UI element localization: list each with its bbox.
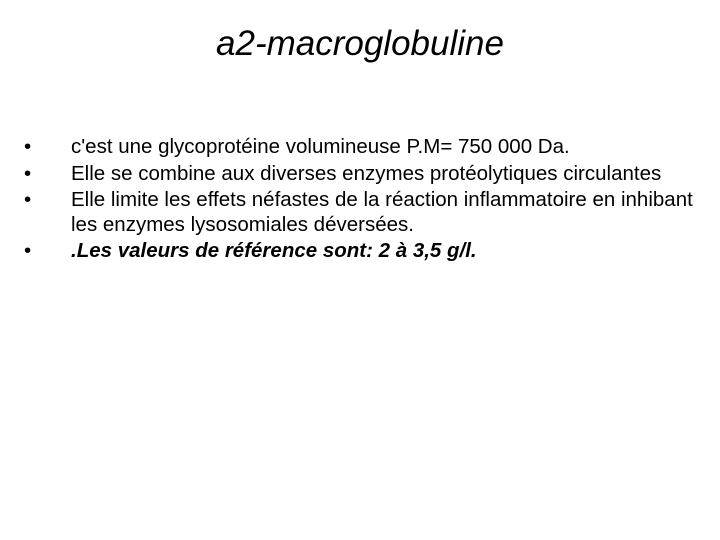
bullet-text: c'est une glycoprotéine volumineuse P.M= 750 000 Da. — [71, 135, 570, 158]
bullet-dot: • — [24, 239, 32, 262]
bullet-dot: • — [24, 188, 32, 211]
slide-title: a2-macroglobuline — [216, 24, 504, 63]
bullet-item — [24, 162, 704, 187]
bullet-text: Elle se combine aux diverses enzymes protéolytiques circulantes — [71, 161, 662, 185]
bullet-item — [24, 188, 704, 237]
bullet-item — [24, 135, 704, 160]
bullet-dot: • — [24, 135, 32, 158]
bullet-text: .Les valeurs de référence sont: 2 à 3,5 g/l. — [71, 239, 477, 262]
bullet-list — [24, 135, 704, 266]
bullet-item-reference-values — [24, 239, 704, 264]
bullet-text: Elle limite les effets néfastes de la réaction inflammatoire en inhibant les enzymes lysosomiales déversées. — [71, 188, 693, 236]
bullet-dot: • — [24, 161, 32, 185]
